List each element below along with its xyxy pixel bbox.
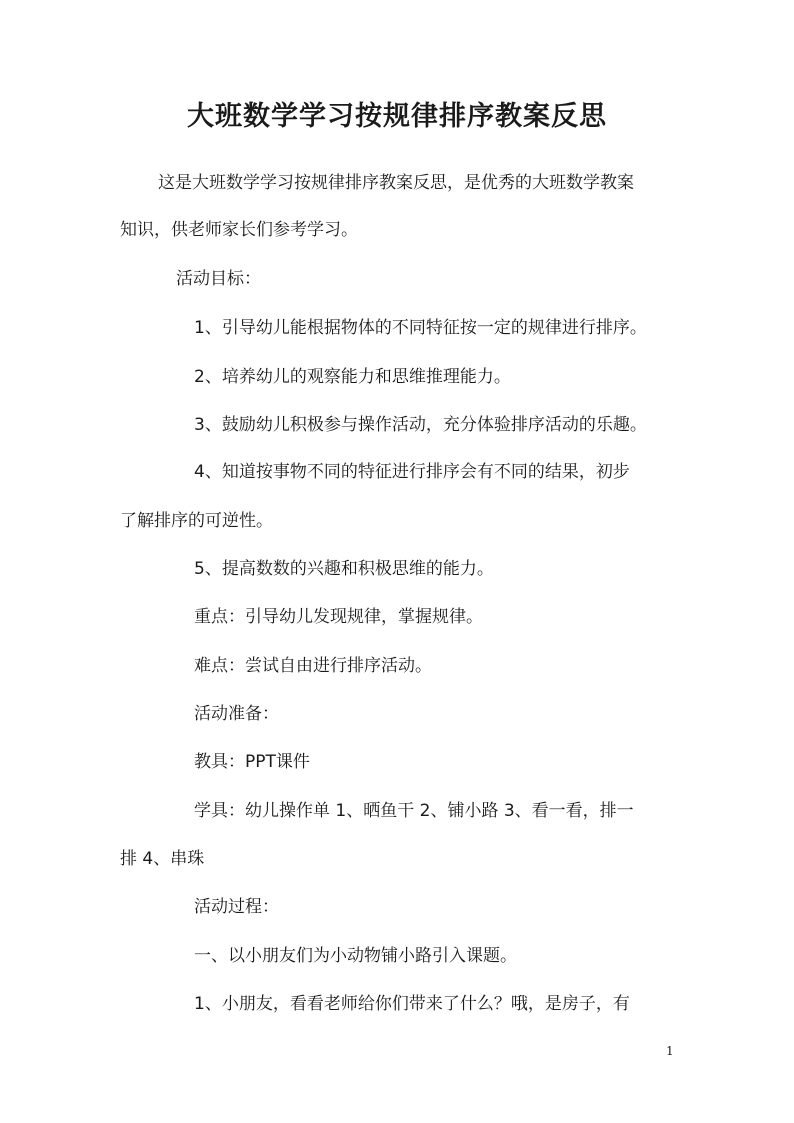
paragraph-line: 难点：尝试自由进行排序活动。 [194,656,432,676]
paragraph-line: 学具：幼儿操作单 1、晒鱼干 2、铺小路 3、看一看，排一 [194,801,634,821]
list-item: 5、提高数数的兴趣和积极思维的能力。 [194,559,494,579]
list-item: 1、引导幼儿能根据物体的不同特征按一定的规律进行排序。 [194,318,647,338]
paragraph-line-continuation: 排 4、串珠 [120,849,205,869]
list-item: 4、知道按事物不同的特征进行排序会有不同的结果，初步 [194,462,630,482]
paragraph-line: 1、小朋友，看看老师给你们带来了什么？哦，是房子，有 [194,994,630,1014]
section-heading: 活动过程： [194,897,279,917]
paragraph-line: 教具：PPT课件 [194,752,310,772]
paragraph-line: 这是大班数学学习按规律排序教案反思，是优秀的大班数学教案 [158,173,634,193]
page-number: 1 [666,1044,674,1058]
list-item: 3、鼓励幼儿积极参与操作活动，充分体验排序活动的乐趣。 [194,415,647,435]
paragraph-line: 重点：引导幼儿发现规律，掌握规律。 [194,607,483,627]
document-title: 大班数学学习按规律排序教案反思 [187,101,607,132]
paragraph-line: 一、以小朋友们为小动物铺小路引入课题。 [194,946,517,966]
section-heading: 活动目标： [176,269,261,289]
section-heading: 活动准备： [194,704,279,724]
paragraph-line: 知识，供老师家长们参考学习。 [120,220,358,240]
list-item: 2、培养幼儿的观察能力和思维推理能力。 [194,367,511,387]
list-item-continuation: 了解排序的可逆性。 [120,511,273,531]
